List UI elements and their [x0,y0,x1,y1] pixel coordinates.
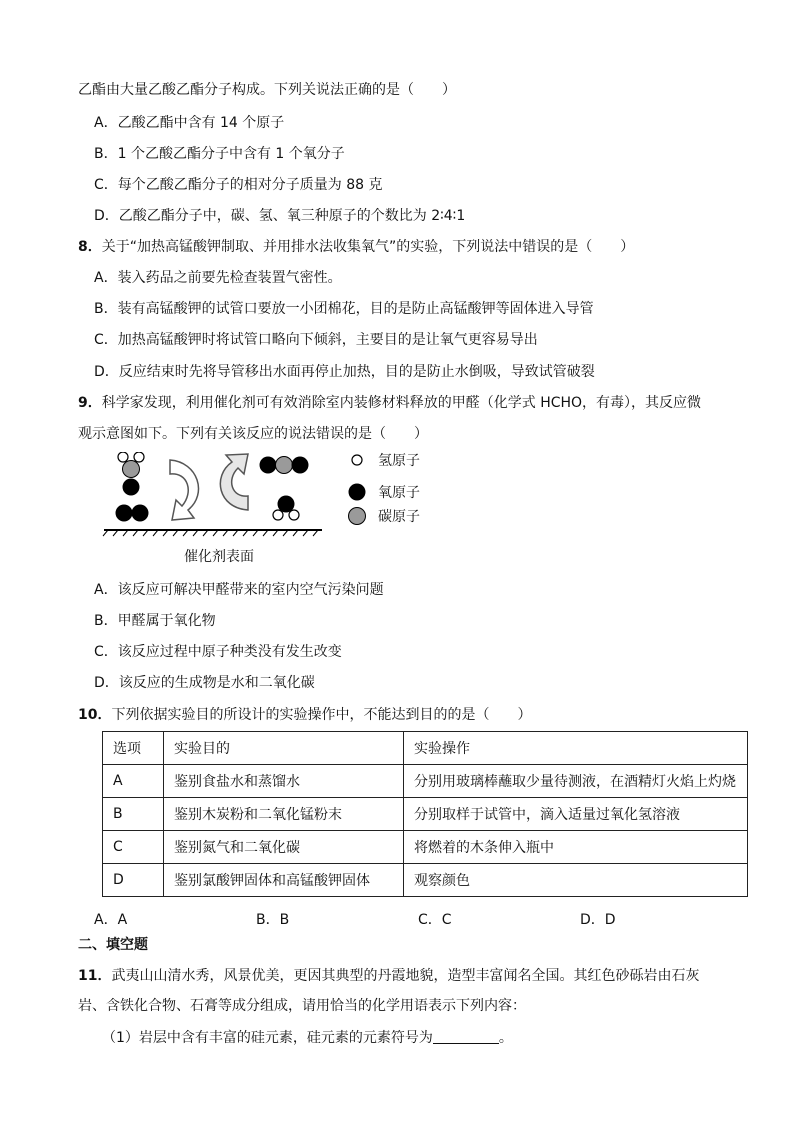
legend-oxygen-icon [349,484,366,501]
table-row [103,765,748,798]
table-cell: D [103,864,164,897]
curved-arrow-icon [170,460,198,520]
section-title: 二、填空题 [78,937,148,953]
q11-stem-line2: 岩、含铁化合物、石膏等成分组成，请用恰当的化学用语表示下列内容： [78,998,526,1014]
formaldehyde-molecule [118,452,144,496]
table-cell: 观察颜色 [404,864,748,897]
experiment-table [102,731,748,897]
q11-sub1 [102,1028,513,1048]
q9-option-d: D．该反应的生成物是水和二氧化碳 [94,675,315,691]
table-row [103,831,748,864]
answer-blank[interactable] [433,1029,499,1044]
hydrogen-atom [289,510,299,520]
curved-arrow-icon [220,454,248,510]
oxygen-molecule [116,505,149,522]
oxygen-atom [292,457,309,474]
water-molecule [273,496,299,521]
table-cell: 分别取样于试管中，滴入适量过氧化氢溶液 [404,798,748,831]
reaction-microscopic-diagram [100,452,440,572]
table-cell: 鉴别氮气和二氧化碳 [164,831,404,864]
q9-stem-line1 [78,393,701,413]
q7-option-c: C．每个乙酸乙酯分子的相对分子质量为 88 克 [94,177,383,193]
carbon-atom [123,461,140,478]
q9-number: 9． [78,395,102,411]
oxygen-atom [260,457,277,474]
q8-stem-text: 关于“加热高锰酸钾制取、并用排水法收集氧气”的实验，下列说法中错误的是（ ） [101,239,635,255]
legend-carbon-label: 碳原子 [378,509,420,525]
legend-carbon-icon [349,508,366,525]
q10-choice-b: B．B [256,912,290,928]
legend-oxygen-label: 氧原子 [378,485,420,501]
hydrogen-atom [134,452,144,462]
hydrogen-atom [273,510,283,520]
q10-choice-a: A．A [94,912,128,928]
q8-option-d: D．反应结束时先将导管移出水面再停止加热，目的是防止水倒吸，导致试管破裂 [94,364,595,380]
q9-option-a: A．该反应可解决甲醛带来的室内空气污染问题 [94,582,384,598]
q10-stem [78,705,531,725]
table-header-cell: 实验操作 [404,732,748,765]
q9-option-c: C．该反应过程中原子种类没有发生改变 [94,644,342,660]
table-header-row [103,732,748,765]
q11-sub1-text: （1）岩层中含有丰富的硅元素，硅元素的元素符号为 [102,1030,433,1046]
q10-stem-text: 下列依据实验目的所设计的实验操作中，不能达到目的的是（ ） [111,707,532,723]
table-header-cell: 实验目的 [164,732,404,765]
q8-number: 8． [78,239,102,255]
q8-stem [78,237,634,257]
legend-hydrogen-label: 氢原子 [378,453,420,469]
table-cell: 分别用玻璃棒蘸取少量待测液，在酒精灯火焰上灼烧 [404,765,748,798]
table-cell: 将燃着的木条伸入瓶中 [404,831,748,864]
q11-number: 11． [78,968,112,984]
q11-stem-text: 武夷山山清水秀，风景优美，更因其典型的丹霞地貌，造型丰富闻名全国。其红色砂砾岩由石灰 [111,968,700,984]
q7-stem-tail: 乙酯由大量乙酸乙酯分子构成。下列关说法正确的是（ ） [78,82,456,98]
table-row [103,798,748,831]
oxygen-atom [123,479,140,496]
catalyst-surface [103,530,322,536]
q7-option-b: B．1 个乙酸乙酯分子中含有 1 个氧分子 [94,146,345,162]
table-row [103,864,748,897]
table-cell: C [103,831,164,864]
table-header-cell: 选项 [103,732,164,765]
q7-option-a: A．乙酸乙酯中含有 14 个原子 [94,115,285,131]
q10-choice-d: D．D [580,912,616,928]
legend [349,453,421,525]
q7-option-d: D．乙酸乙酯分子中，碳、氢、氧三种原子的个数比为 2∶4∶1 [94,208,466,224]
q9-stem-text: 科学家发现，利用催化剂可有效消除室内装修材料释放的甲醛（化学式 HCHO，有毒），其反应微 [101,395,702,411]
table-cell: 鉴别木炭粉和二氧化锰粉末 [164,798,404,831]
legend-hydrogen-icon [352,455,362,465]
hydrogen-atom [118,452,128,462]
q8-option-b: B．装有高锰酸钾的试管口要放一小团棉花，目的是防止高锰酸钾等固体进入导管 [94,301,594,317]
q10-number: 10． [78,707,112,723]
oxygen-atom [132,505,149,522]
carbon-dioxide-molecule [260,457,309,474]
carbon-atom [276,457,293,474]
catalyst-surface-label: 催化剂表面 [184,549,254,565]
q8-option-c: C．加热高锰酸钾时将试管口略向下倾斜，主要目的是让氧气更容易导出 [94,332,538,348]
table-cell: A [103,765,164,798]
q11-sub1-end: 。 [498,1030,513,1046]
q10-choice-c: C．C [418,912,452,928]
q11-stem-line1 [78,966,699,986]
table-cell: 鉴别食盐水和蒸馏水 [164,765,404,798]
q8-option-a: A．装入药品之前要先检查装置气密性。 [94,270,342,286]
table-cell: B [103,798,164,831]
q9-option-b: B．甲醛属于氧化物 [94,613,216,629]
q9-stem-line2: 观示意图如下。下列有关该反应的说法错误的是（ ） [78,426,428,442]
table-cell: 鉴别氯酸钾固体和高锰酸钾固体 [164,864,404,897]
oxygen-atom [116,505,133,522]
